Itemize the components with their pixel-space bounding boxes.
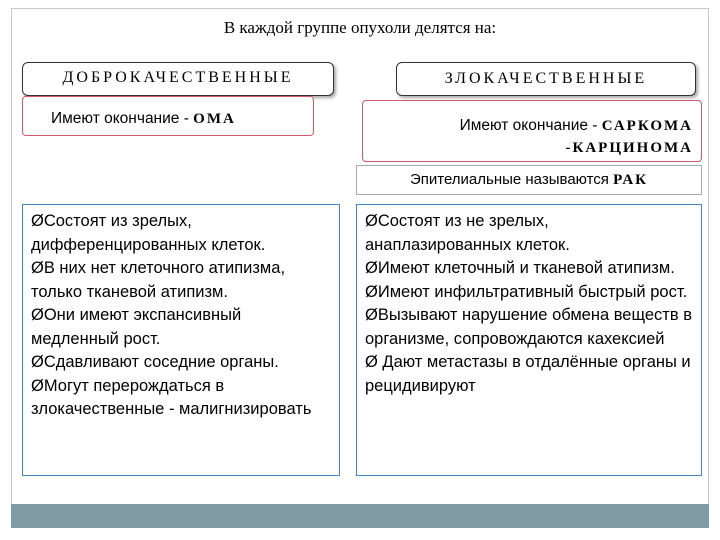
malignant-title-box: ЗЛОКАЧЕСТВЕННЫЕ (396, 62, 696, 96)
benign-feature-item: ØСдавливают соседние органы. (31, 353, 279, 371)
malignant-ending-line-1 (375, 115, 693, 137)
malignant-feature-item: ØИмеют инфильтративный быстрый рост. (365, 282, 688, 301)
benign-feature-item: ØМогут перерождаться в злокачественные - малигнизировать (31, 376, 312, 418)
malignant-ending-prefix: Имеют окончание - (459, 117, 602, 134)
malignant-feature-item: Ø Дают метастазы в отдалённые органы и рецидивируют (365, 353, 691, 395)
malignant-ending-value-2: -КАРЦИНОМА (565, 140, 693, 156)
epithelial-value: РАК (613, 172, 649, 188)
benign-title-box: ДОБРОКАЧЕСТВЕННЫЕ (22, 62, 334, 96)
bottom-bar (11, 504, 709, 528)
benign-feature-item: ØСостоят из зрелых, дифференцированных клеток. (31, 212, 266, 254)
epithelial-prefix: Эпителиальные называются (409, 171, 614, 188)
slide-heading: В каждой группе опухоли делятся на: (223, 18, 497, 37)
malignant-features-list (356, 204, 702, 476)
benign-ending-prefix: Имеют окончание - (51, 110, 194, 127)
benign-feature-item: ØОни имеют экспансивный медленный рост. (31, 306, 242, 348)
malignant-ending-value-1: САРКОМА (601, 118, 693, 134)
malignant-ending-box (362, 100, 702, 162)
malignant-feature-item: ØИмеют клеточный и тканевой атипизм. (365, 259, 675, 277)
malignant-feature-item: ØСостоят из не зрелых, анаплазированных клеток. (365, 212, 570, 254)
malignant-feature-item: ØВызывают нарушение обмена веществ в организме, сопровождаются кахексией (365, 306, 692, 348)
benign-features-list (22, 204, 340, 476)
benign-ending-box (22, 96, 314, 136)
benign-feature-item: ØВ них нет клеточного атипизма, только тканевой атипизм. (31, 259, 286, 301)
benign-ending-value: ОМА (193, 111, 236, 127)
malignant-ending-line-2 (375, 137, 693, 159)
epithelial-box (356, 165, 702, 195)
